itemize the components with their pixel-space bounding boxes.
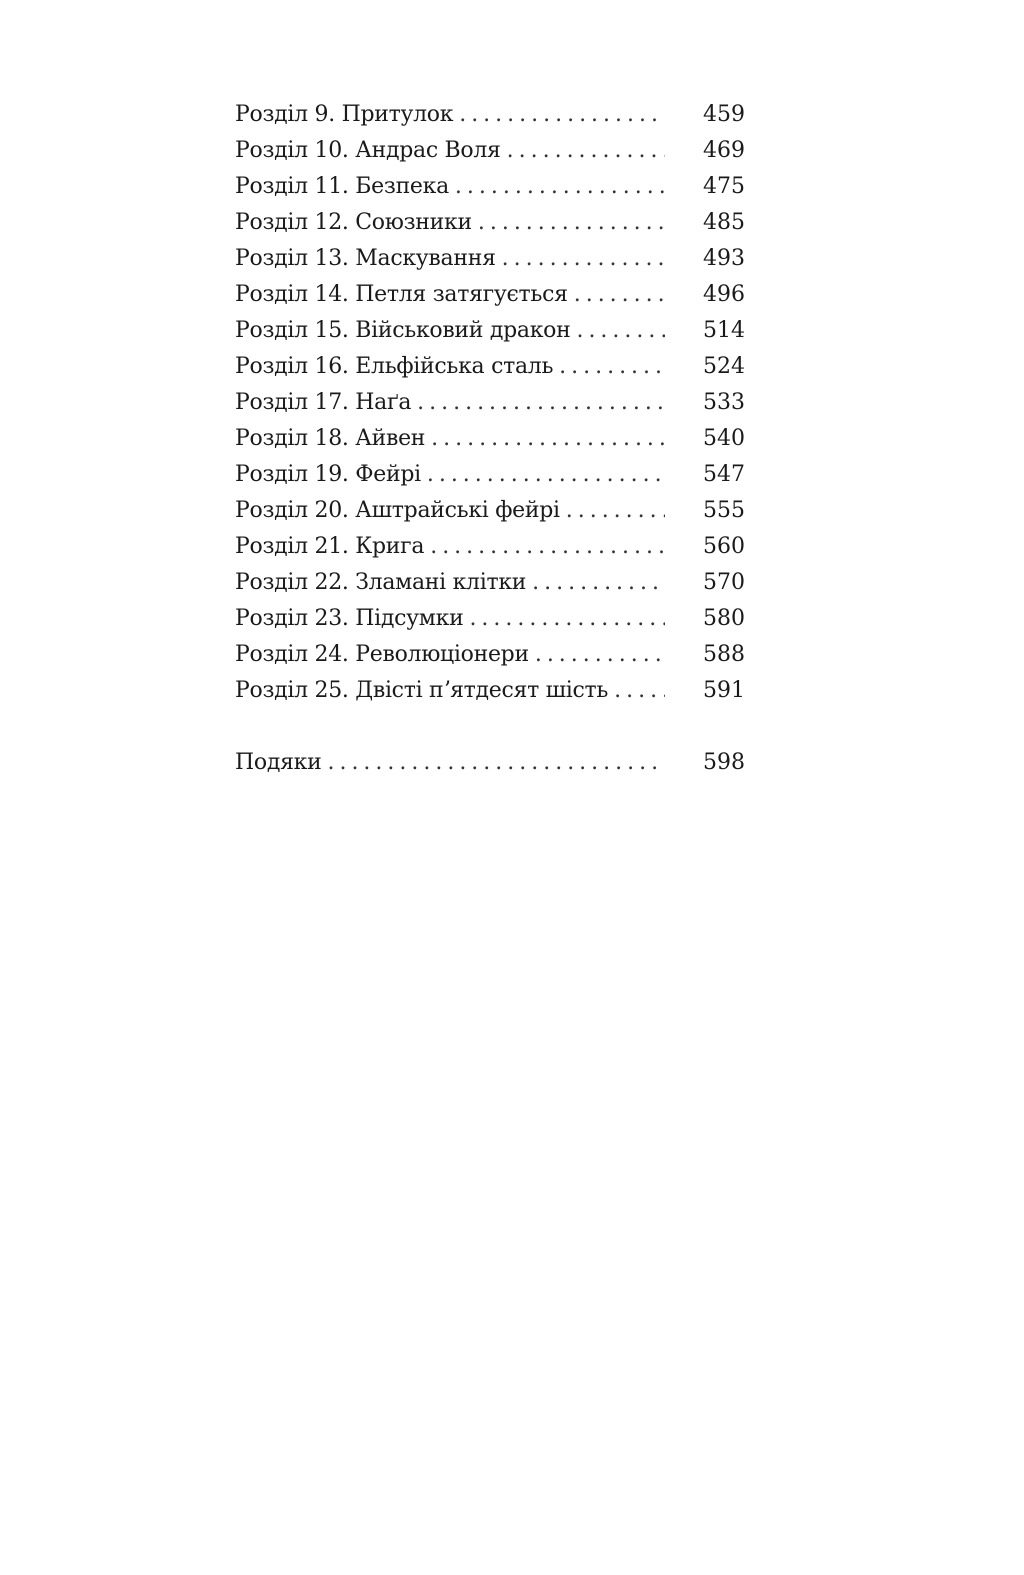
chapter-title: Розділ 24. Революціонери (235, 642, 529, 667)
toc-entry (235, 205, 745, 241)
dot-leader (478, 205, 665, 241)
page-number: 591 (703, 678, 745, 703)
acknowledgements-title: Подяки (235, 750, 322, 775)
chapter-title: Розділ 20. Аштрайські фейрі (235, 498, 560, 523)
page-number: 459 (703, 102, 745, 127)
chapter-title: Розділ 15. Військовий дракон (235, 318, 571, 343)
page-number: 524 (703, 354, 745, 379)
toc-entry (235, 277, 745, 313)
dot-leader (417, 385, 665, 421)
page-number: 540 (703, 426, 745, 451)
chapter-title: Розділ 18. Айвен (235, 426, 426, 451)
chapter-title: Розділ 19. Фейрі (235, 462, 421, 487)
dot-leader (566, 493, 665, 529)
chapter-title: Розділ 13. Маскування (235, 246, 496, 271)
chapter-title: Розділ 9. Притулок (235, 102, 454, 127)
page-number: 570 (703, 570, 745, 595)
toc-entry (235, 313, 745, 349)
dot-leader (559, 349, 665, 385)
page-number: 598 (703, 750, 745, 775)
toc-entry (235, 457, 745, 493)
toc-entry (235, 169, 745, 205)
chapter-title: Розділ 21. Крига (235, 534, 425, 559)
chapter-title: Розділ 16. Ельфійська сталь (235, 354, 554, 379)
table-of-contents (235, 97, 745, 781)
dot-leader (430, 529, 665, 565)
page-number: 514 (703, 318, 745, 343)
dot-leader (431, 421, 665, 457)
dot-leader (532, 565, 665, 601)
toc-entry (235, 385, 745, 421)
page-number: 580 (703, 606, 745, 631)
dot-leader (455, 169, 665, 205)
page-number: 469 (703, 138, 745, 163)
dot-leader (507, 133, 665, 169)
chapter-title: Розділ 25. Двісті пʼятдесят шість (235, 678, 609, 703)
dot-leader (327, 745, 665, 781)
toc-entry (235, 97, 745, 133)
dot-leader (535, 637, 665, 673)
section-spacer (235, 709, 745, 745)
page-number: 555 (703, 498, 745, 523)
toc-entry (235, 565, 745, 601)
toc-entry (235, 601, 745, 637)
dot-leader (502, 241, 665, 277)
toc-entry-acknowledgements (235, 745, 745, 781)
page-number: 547 (703, 462, 745, 487)
page-number: 493 (703, 246, 745, 271)
page-number: 560 (703, 534, 745, 559)
page-number: 496 (703, 282, 745, 307)
dot-leader (427, 457, 665, 493)
dot-leader (459, 97, 665, 133)
toc-entry (235, 133, 745, 169)
toc-entry (235, 673, 745, 709)
chapter-title: Розділ 22. Зламані клітки (235, 570, 527, 595)
dot-leader (614, 673, 665, 709)
dot-leader (576, 313, 665, 349)
page-number: 475 (703, 174, 745, 199)
chapter-title: Розділ 14. Петля затягується (235, 282, 568, 307)
page-number: 588 (703, 642, 745, 667)
chapter-title: Розділ 10. Андрас Воля (235, 138, 501, 163)
toc-entry (235, 493, 745, 529)
dot-leader (469, 601, 665, 637)
chapter-title: Розділ 23. Підсумки (235, 606, 464, 631)
page-number: 485 (703, 210, 745, 235)
dot-leader (574, 277, 665, 313)
chapter-title: Розділ 11. Безпека (235, 174, 449, 199)
page-number: 533 (703, 390, 745, 415)
chapter-title: Розділ 12. Союзники (235, 210, 472, 235)
toc-entry (235, 637, 745, 673)
toc-entry (235, 421, 745, 457)
toc-entry (235, 349, 745, 385)
toc-entry (235, 241, 745, 277)
toc-entry (235, 529, 745, 565)
chapter-title: Розділ 17. Наґа (235, 390, 412, 415)
